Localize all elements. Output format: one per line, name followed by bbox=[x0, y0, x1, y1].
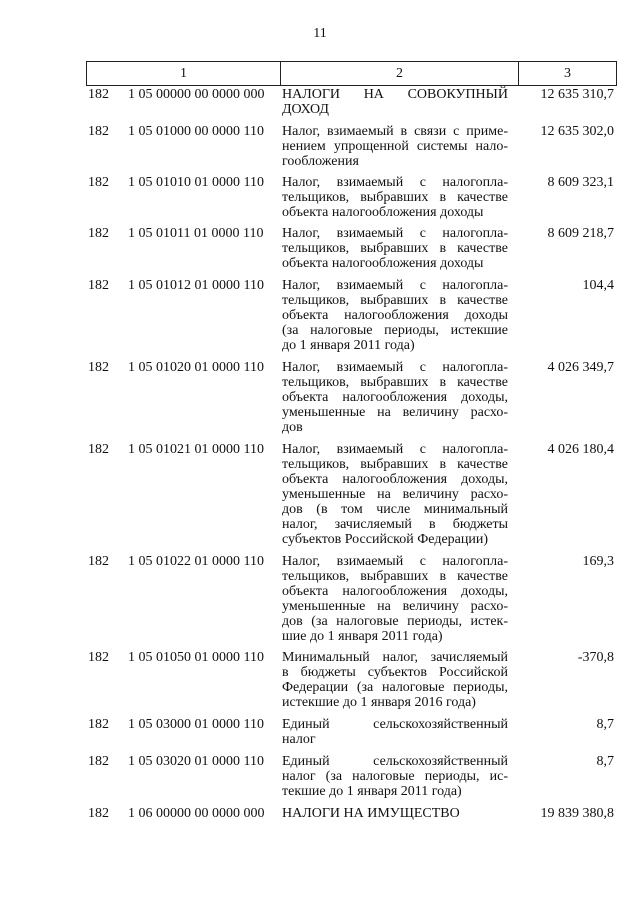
revenue-name-cell bbox=[279, 554, 512, 644]
admin-code-cell: 182 bbox=[88, 554, 109, 569]
revenue-name-line: тельщиков, выбравших в качестве bbox=[282, 569, 508, 584]
budget-code-cell: 1 05 00000 00 0000 000 bbox=[128, 87, 265, 102]
revenue-name-cell bbox=[279, 650, 512, 710]
budget-code-cell: 1 05 01021 01 0000 110 bbox=[128, 442, 264, 457]
table-row bbox=[86, 278, 616, 353]
budget-code-cell: 1 05 01020 01 0000 110 bbox=[128, 360, 264, 375]
table-row bbox=[86, 360, 616, 435]
revenue-name-cell bbox=[279, 442, 512, 547]
revenue-name-line: НАЛОГИ НА СОВОКУПНЫЙ bbox=[282, 87, 508, 102]
revenue-name-line: до 1 января 2011 года) bbox=[282, 338, 415, 353]
revenue-name-cell bbox=[279, 87, 512, 117]
budget-code-cell: 1 05 03020 01 0000 110 bbox=[128, 754, 264, 769]
revenue-name-line: Налог, взимаемый с налогопла- bbox=[282, 226, 508, 241]
table-row bbox=[86, 175, 616, 220]
amount-cell: 8,7 bbox=[596, 754, 614, 769]
revenue-name-line: Федерации (за налоговые периоды, bbox=[282, 680, 508, 695]
table-row bbox=[86, 717, 616, 747]
table-row bbox=[86, 442, 616, 547]
revenue-name-line: Налог, взимаемый с налогопла- bbox=[282, 360, 508, 375]
revenue-name-line: объекта налогообложения доходы, bbox=[282, 390, 508, 405]
revenue-name-line: тельщиков, выбравших в качестве bbox=[282, 293, 508, 308]
amount-cell: 8 609 323,1 bbox=[547, 175, 614, 190]
revenue-table-body bbox=[86, 87, 616, 821]
revenue-name-line: налог (за налоговые периоды, ис- bbox=[282, 769, 508, 784]
revenue-name-line: НАЛОГИ НА ИМУЩЕСТВО bbox=[282, 806, 460, 821]
admin-code-cell: 182 bbox=[88, 175, 109, 190]
admin-code-cell: 182 bbox=[88, 360, 109, 375]
revenue-name-line: Единый сельскохозяйственный bbox=[282, 717, 508, 732]
admin-code-cell: 182 bbox=[88, 717, 109, 732]
revenue-name-line: шие до 1 января 2011 года) bbox=[282, 629, 443, 644]
revenue-name-line: (за налоговые периоды, истекшие bbox=[282, 323, 508, 338]
revenue-name-line: истекшие до 1 января 2016 года) bbox=[282, 695, 476, 710]
revenue-name-line: объекта налогообложения доходы, bbox=[282, 584, 508, 599]
revenue-name-line: уменьшенные на величину расхо- bbox=[282, 599, 508, 614]
revenue-name-line: объекта налогообложения доходы bbox=[282, 308, 508, 323]
budget-code-cell: 1 05 01012 01 0000 110 bbox=[128, 278, 264, 293]
table-row bbox=[86, 754, 616, 799]
budget-code-cell: 1 05 01022 01 0000 110 bbox=[128, 554, 264, 569]
amount-cell: 4 026 349,7 bbox=[547, 360, 614, 375]
revenue-name-line: Налог, взимаемый с налогопла- bbox=[282, 175, 508, 190]
revenue-name-line: текшие до 1 января 2011 года) bbox=[282, 784, 462, 799]
revenue-name-cell bbox=[279, 175, 512, 220]
revenue-name-line: гообложения bbox=[282, 154, 359, 169]
budget-code-cell: 1 06 00000 00 0000 000 bbox=[128, 806, 265, 821]
revenue-name-cell bbox=[279, 754, 512, 799]
budget-code-cell: 1 05 01011 01 0000 110 bbox=[128, 226, 264, 241]
revenue-name-line: объекта налогообложения доходы bbox=[282, 256, 484, 271]
revenue-name-line: дов bbox=[282, 420, 303, 435]
amount-cell: 19 839 380,8 bbox=[540, 806, 614, 821]
column-header-table bbox=[86, 61, 617, 86]
budget-code-cell: 1 05 03000 01 0000 110 bbox=[128, 717, 264, 732]
budget-code-cell: 1 05 01010 01 0000 110 bbox=[128, 175, 264, 190]
table-row bbox=[86, 87, 616, 117]
budget-code-cell: 1 05 01050 01 0000 110 bbox=[128, 650, 264, 665]
revenue-name-cell bbox=[279, 278, 512, 353]
admin-code-cell: 182 bbox=[88, 87, 109, 102]
revenue-name-line: тельщиков, выбравших в качестве bbox=[282, 457, 508, 472]
table-row bbox=[86, 226, 616, 271]
amount-cell: 12 635 302,0 bbox=[540, 124, 614, 139]
revenue-name-line: в бюджеты субъектов Российской bbox=[282, 665, 508, 680]
amount-cell: 8,7 bbox=[596, 717, 614, 732]
amount-cell: 104,4 bbox=[582, 278, 614, 293]
admin-code-cell: 182 bbox=[88, 226, 109, 241]
revenue-name-line: субъектов Российской Федерации) bbox=[282, 532, 489, 547]
admin-code-cell: 182 bbox=[88, 806, 109, 821]
revenue-name-line: Налог, взимаемый с налогопла- bbox=[282, 278, 508, 293]
column-header-2: 2 bbox=[281, 62, 519, 86]
revenue-name-line: налог, зачисляемый в бюджеты bbox=[282, 517, 508, 532]
revenue-name-line: Налог, взимаемый в связи с приме- bbox=[282, 124, 508, 139]
revenue-name-line: объекта налогообложения доходы, bbox=[282, 472, 508, 487]
admin-code-cell: 182 bbox=[88, 124, 109, 139]
table-row bbox=[86, 806, 616, 821]
revenue-name-line: тельщиков, выбравших в качестве bbox=[282, 375, 508, 390]
revenue-name-line: ДОХОД bbox=[282, 102, 329, 117]
admin-code-cell: 182 bbox=[88, 650, 109, 665]
amount-cell: 4 026 180,4 bbox=[547, 442, 614, 457]
revenue-name-cell bbox=[279, 360, 512, 435]
page-number: 11 bbox=[313, 26, 327, 41]
revenue-name-cell bbox=[279, 806, 512, 821]
revenue-name-line: тельщиков, выбравших в качестве bbox=[282, 241, 508, 256]
admin-code-cell: 182 bbox=[88, 754, 109, 769]
revenue-name-line: уменьшенные на величину расхо- bbox=[282, 405, 508, 420]
revenue-name-line: Единый сельскохозяйственный bbox=[282, 754, 508, 769]
admin-code-cell: 182 bbox=[88, 278, 109, 293]
table-row bbox=[86, 124, 616, 169]
amount-cell: 8 609 218,7 bbox=[547, 226, 614, 241]
table-row bbox=[86, 650, 616, 710]
revenue-name-line: Налог, взимаемый с налогопла- bbox=[282, 554, 508, 569]
revenue-name-line: дов (в том числе минимальный bbox=[282, 502, 508, 517]
amount-cell: -370,8 bbox=[577, 650, 614, 665]
table-row bbox=[86, 554, 616, 644]
amount-cell: 12 635 310,7 bbox=[540, 87, 614, 102]
revenue-name-line: тельщиков, выбравших в качестве bbox=[282, 190, 508, 205]
admin-code-cell: 182 bbox=[88, 442, 109, 457]
budget-code-cell: 1 05 01000 00 0000 110 bbox=[128, 124, 264, 139]
revenue-name-line: уменьшенные на величину расхо- bbox=[282, 487, 508, 502]
revenue-name-line: налог bbox=[282, 732, 316, 747]
revenue-name-cell bbox=[279, 124, 512, 169]
revenue-name-line: Минимальный налог, зачисляемый bbox=[282, 650, 508, 665]
revenue-name-line: объекта налогообложения доходы bbox=[282, 205, 484, 220]
revenue-name-line: Налог, взимаемый с налогопла- bbox=[282, 442, 508, 457]
amount-cell: 169,3 bbox=[582, 554, 614, 569]
revenue-name-line: нением упрощенной системы нало- bbox=[282, 139, 508, 154]
revenue-name-line: дов (за налоговые периоды, истек- bbox=[282, 614, 508, 629]
revenue-name-cell bbox=[279, 226, 512, 271]
revenue-name-cell bbox=[279, 717, 512, 747]
column-header-3: 3 bbox=[519, 62, 617, 86]
column-header-1: 1 bbox=[87, 62, 281, 86]
